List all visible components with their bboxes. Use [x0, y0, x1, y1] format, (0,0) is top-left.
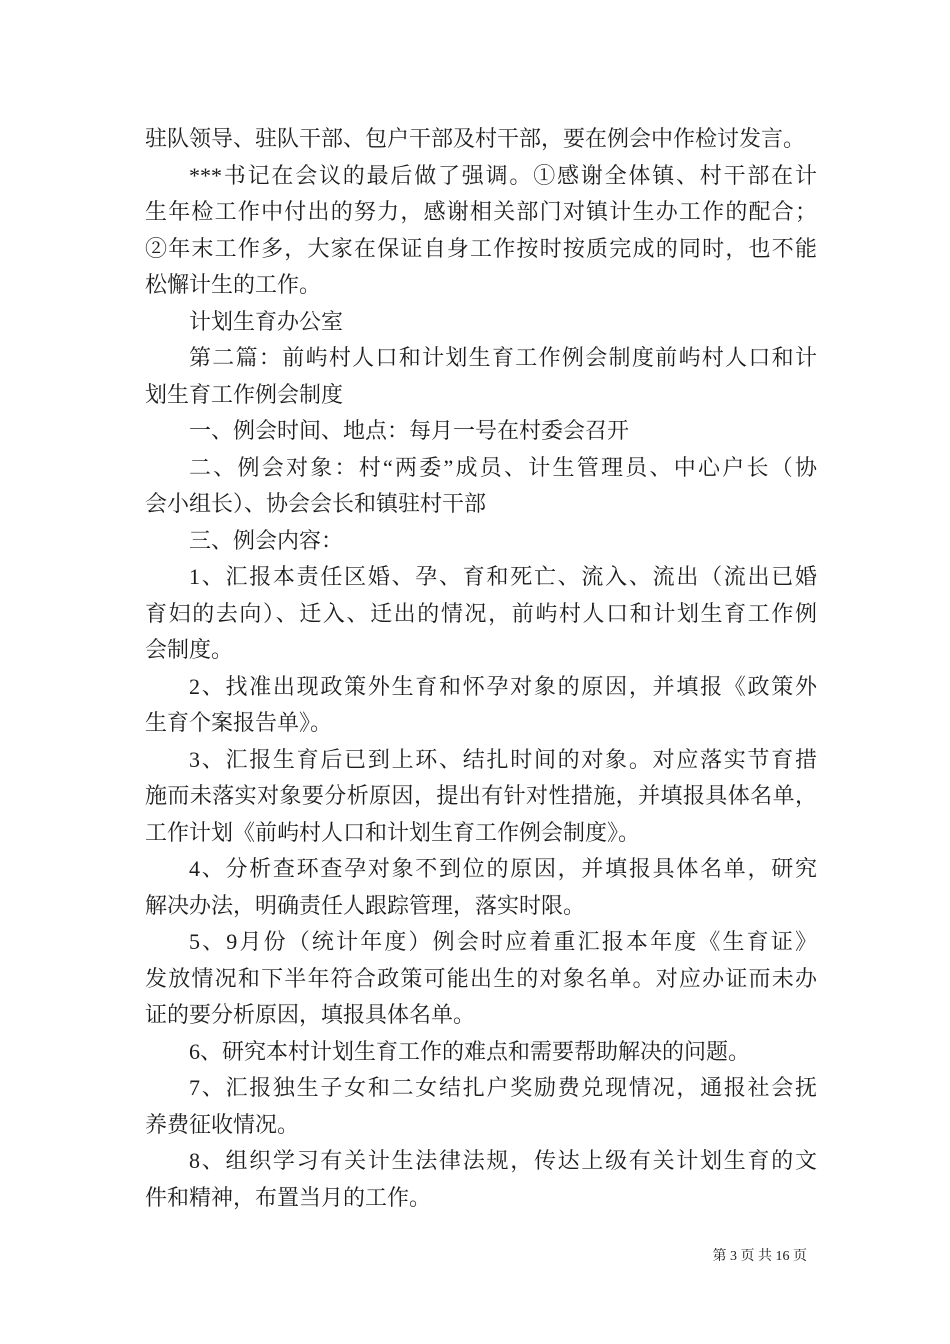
page-number: 第 3 页 共 16 页 [712, 1249, 807, 1264]
paragraph [145, 523, 817, 560]
text-line: 证的要分析原因，填报具体名单。 [145, 1002, 476, 1027]
text-line: 驻队领导、驻队干部、包户干部及村干部，要在例会中作检讨发言。 [145, 126, 806, 151]
text-line: 8、组织学习有关计生法律法规，传达上级有关计划生育的文 [189, 1148, 817, 1173]
paragraph [145, 1143, 817, 1216]
paragraph [145, 340, 817, 413]
paragraph [145, 413, 817, 450]
text-line: 6、研究本村计划生育工作的难点和需要帮助解决的问题。 [189, 1038, 751, 1064]
text-line: ②年末工作多，大家在保证自身工作按时按质完成的同时，也不能 [145, 235, 817, 261]
text-line: 一、例会时间、地点：每月一号在村委会召开 [189, 418, 630, 443]
text-line: 工作计划《前屿村人口和计划生育工作例会制度》。 [145, 819, 641, 845]
text-line: 育妇的去向）、迁入、迁出的情况，前屿村人口和计划生育工作例 [145, 600, 817, 626]
paragraph [145, 158, 817, 304]
text-line: 发放情况和下半年符合政策可能出生的对象名单。对应办证而未办 [145, 965, 817, 991]
text-line: 计划生育办公室 [189, 308, 344, 334]
text-line: 4、分析查环查孕对象不到位的原因，并填报具体名单，研究 [189, 856, 817, 881]
text-line: 松懈计生的工作。 [145, 272, 322, 297]
text-line: 会小组长）、协会会长和镇驻村干部 [145, 491, 487, 516]
text-line: ***书记在会议的最后做了强调。①感谢全体镇、村干部在计 [189, 162, 817, 188]
text-line: 2、找准出现政策外生育和怀孕对象的原因，并填报《政策外 [189, 673, 817, 699]
paragraph [145, 1070, 817, 1143]
text-line: 施而未落实对象要分析原因，提出有针对性措施，并填报具体名单， [145, 783, 817, 808]
text-line: 生年检工作中付出的努力，感谢相关部门对镇计生办工作的配合； [145, 199, 817, 224]
text-line: 7、汇报独生子女和二女结扎户奖励费兑现情况，通报社会抚 [189, 1075, 817, 1100]
document-body [145, 121, 817, 1216]
page-footer [713, 1247, 808, 1267]
paragraph [145, 559, 817, 669]
text-line: 1、汇报本责任区婚、孕、育和死亡、流入、流出（流出已婚 [189, 564, 817, 589]
text-line: 解决办法，明确责任人跟踪管理，落实时限。 [145, 892, 586, 918]
text-line: 5、9月份（统计年度）例会时应着重汇报本年度《生育证》 [189, 929, 817, 954]
paragraph [145, 669, 817, 742]
paragraph [145, 924, 817, 1034]
paragraph [145, 304, 817, 341]
text-line: 划生育工作例会制度 [145, 381, 344, 407]
paragraph [145, 121, 817, 158]
text-line: 三、例会内容： [189, 527, 344, 553]
text-line: 生育个案报告单》。 [145, 710, 333, 735]
paragraph [145, 1034, 817, 1071]
text-line: 第二篇：前屿村人口和计划生育工作例会制度前屿村人口和计 [189, 345, 817, 370]
text-line: 件和精神，布置当月的工作。 [145, 1184, 432, 1210]
paragraph [145, 450, 817, 523]
paragraph [145, 742, 817, 852]
text-line: 养费征收情况。 [145, 1111, 300, 1137]
text-line: 二、例会对象：村“两委”成员、计生管理员、中心户长（协 [189, 454, 817, 480]
text-line: 会制度。 [145, 637, 234, 662]
paragraph [145, 851, 817, 924]
text-line: 3、汇报生育后已到上环、结扎时间的对象。对应落实节育措 [189, 746, 817, 772]
